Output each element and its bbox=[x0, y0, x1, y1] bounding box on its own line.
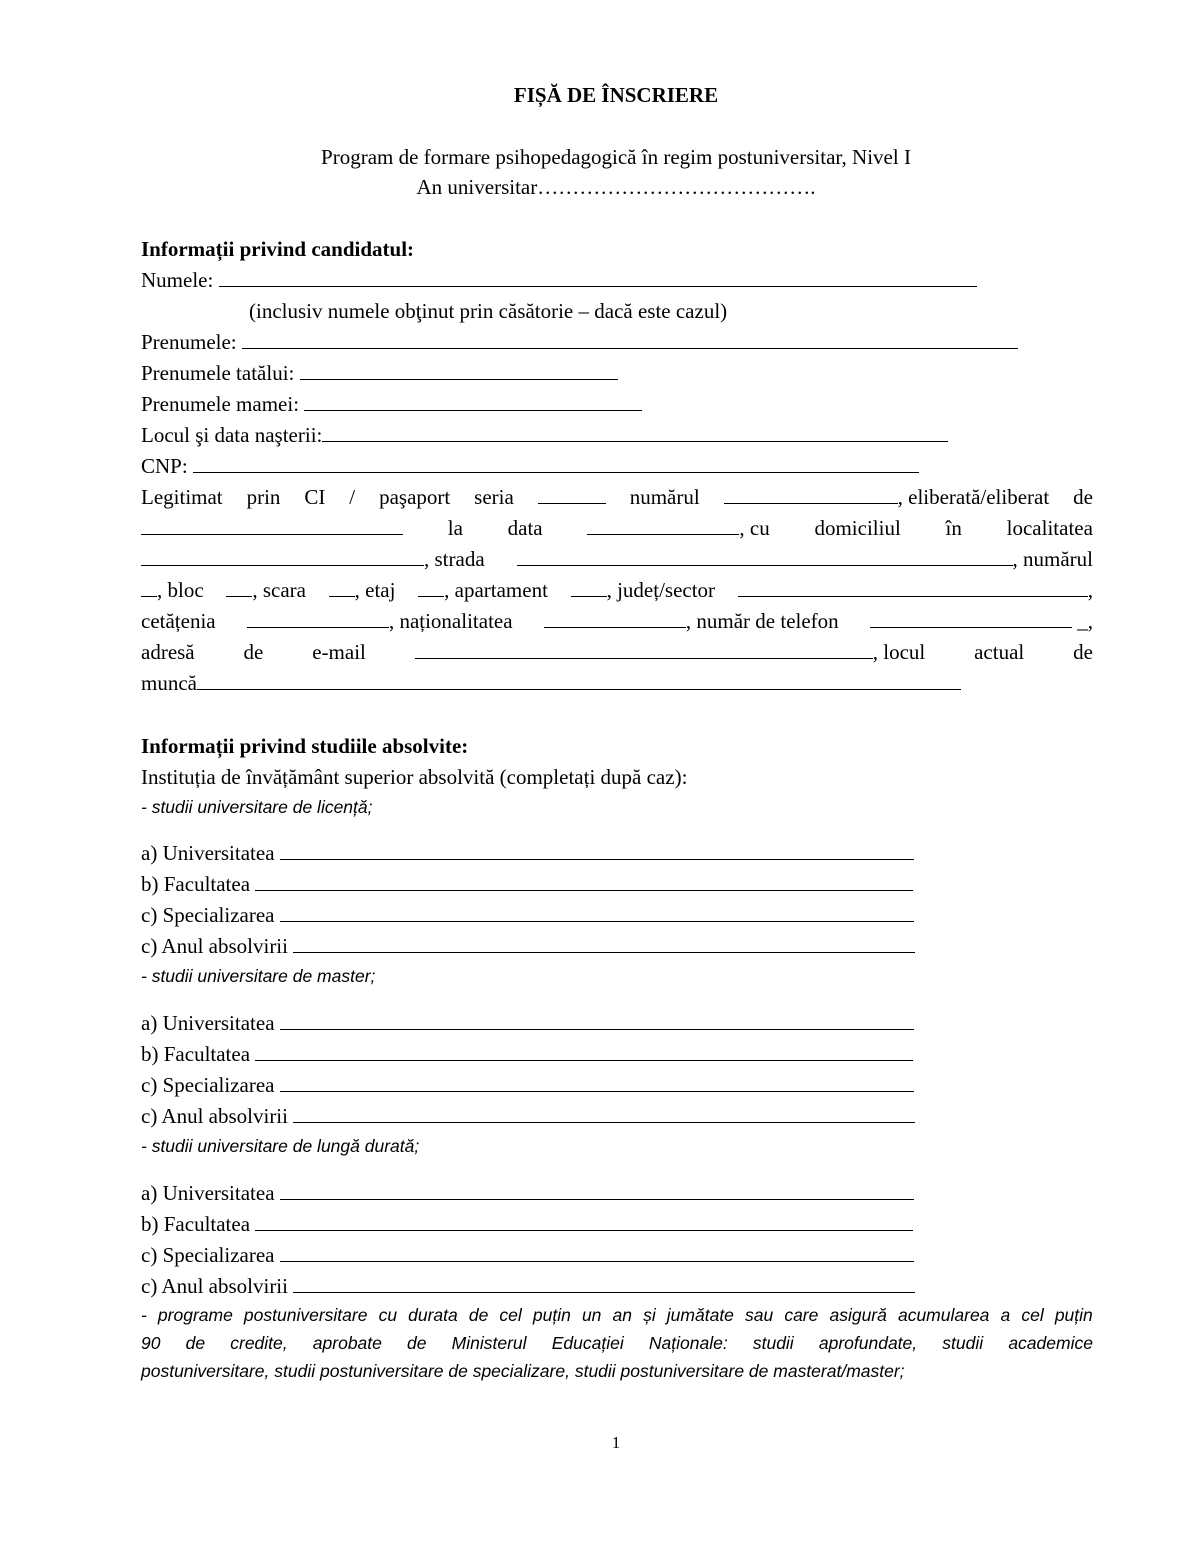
eliberat-de-input-line[interactable] bbox=[141, 514, 403, 535]
section-licenta-label: - studii universitare de licență; bbox=[141, 797, 373, 817]
word: academice bbox=[1008, 1333, 1093, 1353]
prenume-tata-input-line[interactable] bbox=[300, 359, 618, 380]
nationalitatea-input-line[interactable] bbox=[544, 607, 686, 628]
munca-field[interactable]: muncă bbox=[141, 668, 961, 699]
licenta-specializarea-field[interactable]: c) Specializarea bbox=[141, 900, 914, 931]
lunga-universitatea-input-line[interactable] bbox=[280, 1179, 914, 1200]
nume-field[interactable]: Numele: bbox=[141, 265, 977, 296]
word: postuniversitare bbox=[243, 1305, 368, 1325]
id-line-4: , bloc , scara , etaj , apartament , județ/sector , bbox=[141, 575, 1093, 606]
word: 90 bbox=[141, 1333, 161, 1353]
word: de bbox=[468, 1305, 489, 1325]
word: studii bbox=[752, 1333, 794, 1353]
postuniversitare-line-3: postuniversitare, studii postuniversitare de specializare, studii postuniversitare de masterat/master; bbox=[141, 1361, 905, 1381]
studies-heading: Informații privind studiile absolvite: bbox=[141, 734, 469, 758]
prenume-input-line[interactable] bbox=[242, 328, 1018, 349]
lunga-specializarea-input-line[interactable] bbox=[280, 1241, 914, 1262]
candidate-heading: Informații privind candidatul: bbox=[141, 237, 415, 261]
seria-input-line[interactable] bbox=[538, 483, 606, 504]
word: puțin bbox=[1054, 1305, 1093, 1325]
master-specializarea-input-line[interactable] bbox=[280, 1071, 914, 1092]
academic-year: An universitar…………………………………. bbox=[416, 175, 816, 199]
section-lunga-durata-label: - studii universitare de lungă durată; bbox=[141, 1136, 420, 1156]
postuniversitare-label bbox=[141, 1301, 1093, 1385]
etaj-input-line[interactable] bbox=[418, 576, 444, 597]
word: programe bbox=[157, 1305, 233, 1325]
lunga-universitatea-field[interactable]: a) Universitatea bbox=[141, 1178, 914, 1209]
numar-input-line[interactable] bbox=[141, 576, 157, 597]
page-number: 1 bbox=[611, 1433, 621, 1452]
word: sau bbox=[745, 1305, 774, 1325]
email-input-line[interactable] bbox=[415, 638, 873, 659]
word: cel bbox=[1021, 1305, 1044, 1325]
id-line-5: cetățenia , naționalitatea , număr de telefon _, bbox=[141, 609, 1093, 633]
master-universitatea-field[interactable]: a) Universitatea bbox=[141, 1008, 914, 1039]
lunga-specializarea-field[interactable]: c) Specializarea bbox=[141, 1240, 914, 1271]
section-master-label: - studii universitare de master; bbox=[141, 966, 376, 986]
cetatenia-input-line[interactable] bbox=[247, 607, 389, 628]
master-facultatea-field[interactable]: b) Facultatea bbox=[141, 1039, 913, 1070]
id-line-1: Legitimat prin CI / paşaport seria numărul , eliberată/eliberat de bbox=[141, 485, 1093, 509]
word: - bbox=[141, 1305, 147, 1325]
word: de bbox=[407, 1333, 427, 1353]
word: un bbox=[581, 1305, 602, 1325]
program-subtitle: Program de formare psihopedagogică în regim postuniversitar, Nivel I bbox=[321, 145, 911, 169]
cnp-field[interactable]: CNP: bbox=[141, 451, 919, 482]
word: Naționale: bbox=[648, 1333, 728, 1353]
id-line-3: , strada , numărul bbox=[141, 544, 1093, 575]
prenume-mama-input-line[interactable] bbox=[304, 390, 642, 411]
lunga-facultatea-input-line[interactable] bbox=[255, 1210, 913, 1231]
numarul-input-line[interactable] bbox=[724, 483, 898, 504]
word: aprofundate, bbox=[818, 1333, 918, 1353]
id-line-6: adresă de e-mail , locul actual de bbox=[141, 640, 1093, 664]
id-line-2: la data , cu domiciliul în localitatea bbox=[141, 513, 1093, 544]
postuniversitare-line-2 bbox=[141, 1329, 1093, 1357]
word: asigură bbox=[829, 1305, 887, 1325]
munca-input-line[interactable] bbox=[197, 669, 961, 690]
master-specializarea-field[interactable]: c) Specializarea bbox=[141, 1070, 914, 1101]
word: a bbox=[1000, 1305, 1011, 1325]
word: an bbox=[612, 1305, 632, 1325]
word: de bbox=[185, 1333, 206, 1353]
licenta-universitatea-input-line[interactable] bbox=[280, 839, 914, 860]
lunga-anul-input-line[interactable] bbox=[293, 1272, 915, 1293]
studies-intro: Instituția de învățământ superior absolvită (completați după caz): bbox=[141, 765, 688, 789]
word: și bbox=[643, 1305, 656, 1325]
localitatea-input-line[interactable] bbox=[141, 545, 424, 566]
apartament-input-line[interactable] bbox=[571, 576, 607, 597]
licenta-anul-input-line[interactable] bbox=[293, 932, 915, 953]
word: Educației bbox=[551, 1333, 624, 1353]
word: credite, bbox=[230, 1333, 288, 1353]
prenume-mama-field[interactable]: Prenumele mamei: bbox=[141, 389, 642, 420]
master-universitatea-input-line[interactable] bbox=[280, 1009, 914, 1030]
bloc-input-line[interactable] bbox=[226, 576, 252, 597]
word: care bbox=[784, 1305, 819, 1325]
data-input-line[interactable] bbox=[587, 514, 739, 535]
document-title: FIȘĂ DE ÎNSCRIERE bbox=[513, 83, 719, 107]
locul-data-field[interactable]: Locul şi data naşterii: bbox=[141, 420, 948, 451]
prenume-field[interactable]: Prenumele: bbox=[141, 327, 1018, 358]
nume-input-line[interactable] bbox=[219, 266, 977, 287]
word: acumularea bbox=[897, 1305, 990, 1325]
scara-input-line[interactable] bbox=[329, 576, 355, 597]
licenta-anul-field[interactable]: c) Anul absolvirii bbox=[141, 931, 915, 962]
word: Ministerul bbox=[451, 1333, 527, 1353]
word: cel bbox=[499, 1305, 522, 1325]
licenta-facultatea-field[interactable]: b) Facultatea bbox=[141, 869, 913, 900]
telefon-input-line[interactable] bbox=[870, 607, 1072, 628]
word: durata bbox=[408, 1305, 458, 1325]
locul-data-input-line[interactable] bbox=[322, 421, 948, 442]
strada-input-line[interactable] bbox=[517, 545, 1013, 566]
cnp-input-line[interactable] bbox=[193, 452, 919, 473]
nume-note: (inclusiv numele obţinut prin căsătorie – dacă este cazul) bbox=[249, 299, 728, 323]
word: aprobate bbox=[312, 1333, 382, 1353]
master-anul-field[interactable]: c) Anul absolvirii bbox=[141, 1101, 915, 1132]
word: puțin bbox=[532, 1305, 571, 1325]
postuniversitare-line-1 bbox=[141, 1301, 1093, 1329]
licenta-facultatea-input-line[interactable] bbox=[255, 870, 913, 891]
word: studii bbox=[942, 1333, 984, 1353]
master-anul-input-line[interactable] bbox=[293, 1102, 915, 1123]
licenta-universitatea-field[interactable]: a) Universitatea bbox=[141, 838, 914, 869]
word: cu bbox=[378, 1305, 398, 1325]
prenume-tata-field[interactable]: Prenumele tatălui: bbox=[141, 358, 618, 389]
master-facultatea-input-line[interactable] bbox=[255, 1040, 913, 1061]
word: jumătate bbox=[666, 1305, 734, 1325]
judet-input-line[interactable] bbox=[738, 576, 1088, 597]
licenta-specializarea-input-line[interactable] bbox=[280, 901, 914, 922]
lunga-facultatea-field[interactable]: b) Facultatea bbox=[141, 1209, 913, 1240]
lunga-anul-field[interactable]: c) Anul absolvirii bbox=[141, 1271, 915, 1302]
